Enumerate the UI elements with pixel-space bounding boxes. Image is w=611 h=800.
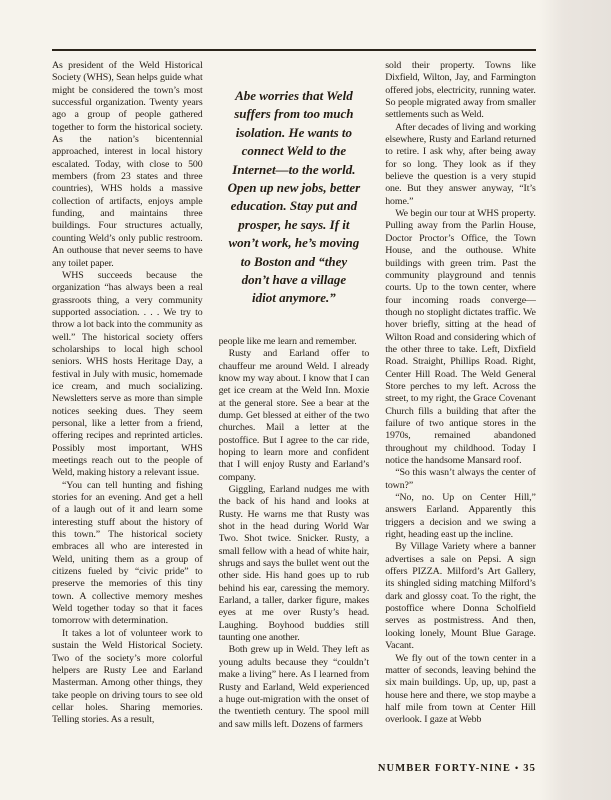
pull-quote-line: education. Stay put and (230, 198, 358, 214)
pull-quote-line: suffers from too much (234, 106, 354, 122)
column-left (52, 60, 203, 754)
paragraph: By Village Variety where a banner advertises a sale on Pepsi. A sign offers PIZZA. Milford’s Art Gallery, its shingled siding matching Milford’s dark and glossy coat. To the right, the postoffice where Donna Scholfield serves as postmistress. And then, looking lonely, Mount Blue Garage. Vacant. (385, 541, 536, 652)
pull-quote-line: idiot anymore.” (252, 290, 336, 306)
paragraph: “So this wasn’t always the center of town?” (385, 467, 536, 491)
pull-quote-line: won’t work, he’s moving (228, 235, 360, 251)
paragraph: Giggling, Earland nudges me with the back of his hand and looks at Rusty. He warns me that Rusty was shot in the head during World War Two. Shot twice. Snicker. Rusty, a small fellow with a head of white hair, shrugs and says the bullet went out the other side. His hand goes up to rub behind his ear, caressing the memory. Earland, a taller, darker figure, makes eyes at me over Rusty’s head. Laughing. Boyhood buddies still taunting one another. (218, 484, 370, 644)
journal-number: NUMBER FORTY-NINE (377, 763, 512, 774)
paragraph: We begin our tour at WHS property. Pulling away from the Parlin House, Doctor Proctor’s Office, the Town House, and the outhouse. White buildings with green trim. Past the community playground and tennis courts. Up to the town center, where four incoming roads converge—though no stoplight dictates traffic. We hover briefly, sitting at the head of Wilton Road and considering which of the other three to take. Left, Dixfield Road. Straight, Phillips Road. Right, Center Hill Road. The Weld General Store perches to my left. Across the street, to my right, the Grace Covenant Church fills a building that after the failure of two antique stores in the 1970s, remained abandoned throughout my childhood. Today I notice the handsome Mansard roof. (385, 208, 536, 466)
paragraph: As president of the Weld Historical Society (WHS), Sean helps guide what might be considered the town’s most successful organization. Twenty years ago a group of people gathered together to form the historical society. As the nation’s bicentennial approached, interest in local history escalated. Today, with close to 500 members (from 23 states and three countries), WHS holds a massive collection of artifacts, enjoys ample funding, and maintains three buildings. Four structures actually, counting Weld’s only public restroom. An outhouse that never seems to have any toilet paper. (52, 60, 203, 269)
pull-quote-line: Abe worries that Weld (235, 88, 353, 103)
top-rule (52, 49, 536, 51)
pull-quote-line: Open up new jobs, better (227, 180, 361, 196)
paragraph: WHS succeeds because the organization “has always been a real grassroots thing, a very community supported association. . . . We try to throw a lot back into the community as well.” The historical society offers scholarships to local high school seniors. WHS hosts Heritage Day, a festival in July with music, homemade ice cream, and much socializing. Newsletters serve as more than simple notices seeking dues. They seem personal, like a letter from a friend, offering recipes and reprinted articles. Possibly most important, WHS meetings reach out to the people of Weld, making history a relevant issue. (52, 269, 203, 479)
paragraph: “No, no. Up on Center Hill,” answers Earland. Apparently this triggers a decision and we swing a right, heading east up the incline. (385, 492, 536, 541)
page-footer (378, 763, 536, 774)
pull-quote-line: connect Weld to the (241, 143, 347, 159)
column-middle-body (219, 336, 370, 731)
page-edge-shadow (539, 0, 611, 800)
column-right (385, 60, 536, 754)
paragraph: We fly out of the town center in a matter of seconds, leaving behind the six main buildings. Up, up, up, past a house here and there, we stop maybe a half mile from town at Center Hill overlook. I gaze at Webb (385, 652, 536, 726)
paragraph: After decades of living and working elsewhere, Rusty and Earland returned to retire. I ask why, after being away for so long. They look as if they believe the question is a very stupid one. But they answer anyway, “It’s home.” (385, 121, 536, 207)
pull-quote-line: to Boston and “they (240, 253, 348, 269)
pull-quote-line: Internet—to the world. (232, 161, 356, 177)
paragraph: Rusty and Earland offer to chauffeur me around Weld. I already know my way about. I know that I can get ice cream at the Weld Inn. Moxie at the general store. See a bear at the dump. Get blessed at either of the two churches. Mail a letter at the postoffice. But I agree to the car ride, hoping to learn more and confident that I will enjoy Rusty and Earland’s company. (218, 348, 370, 483)
text-columns (52, 60, 536, 754)
paragraph: It takes a lot of volunteer work to sustain the Weld Historical Society. Two of the society’s more colorful helpers are Rusty Lee and Earland Masterman. Among other things, they take people on driving tours to see old cellar holes. Sharing memories. Telling stories. As a result, (52, 627, 203, 726)
pull-quote-line: prosper, he says. If it (238, 216, 350, 232)
page-content (52, 49, 536, 754)
footer-separator: • (515, 763, 520, 773)
pull-quote-line: don’t have a village (241, 272, 347, 288)
column-middle (219, 60, 370, 754)
paragraph: people like me learn and remember. (218, 335, 357, 347)
page-number: 35 (523, 763, 536, 774)
paragraph: sold their property. Towns like Dixfield, Wilton, Jay, and Farmington offered jobs, electricity, running water. So people migrated away from smaller settlements such as Weld. (385, 60, 536, 121)
pull-quote (219, 87, 370, 308)
paragraph: “You can tell hunting and fishing stories for an evening. And get a hell of a laugh out of it and learn some interesting stuff about the history of this town.” The historical society embraces all who are interested in Weld, uniting them as a group of citizens fueled by “civic pride” to preserve the memories of this tiny town. A collective memory meshes Weld together today so that it faces tomorrow with determination. (52, 479, 203, 627)
paragraph: Both grew up in Weld. They left as young adults because they “couldn’t make a living” here. As I learned from Rusty and Earland, Weld experienced a huge out-migration with the onset of the twentieth century. The spool mill and saw mills left. Dozens of farmers (218, 644, 370, 730)
pull-quote-line: isolation. He wants to (235, 124, 353, 140)
